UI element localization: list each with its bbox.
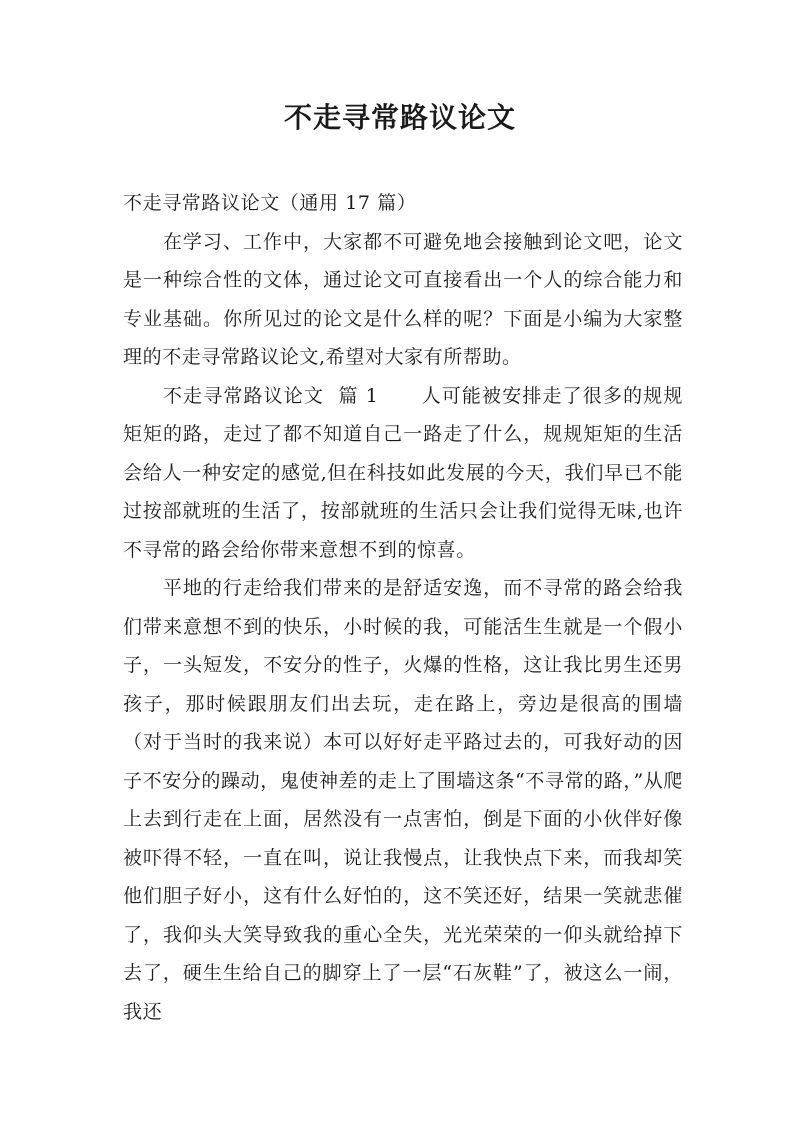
document-title: 不走寻常路议论文 — [283, 101, 516, 134]
paragraph-essay-1-opening: 不走寻常路议论文 篇 1 人可能被安排走了很多的规规矩矩的路，走过了都不知道自己一路走了什么，规规矩矩的生活会给人一种安定的感觉,但在科技如此发展的今天，我们早已不能过按部就班的生活了，按部就班的生活只会让我们觉得无味,也许不寻常的路会给你带来意想不到的惊喜。 — [123, 384, 683, 561]
paragraph-intro: 在学习、工作中，大家都不可避免地会接触到论文吧，论文是一种综合性的文体，通过论文可直接看出一个人的综合能力和专业基础。你所见过的论文是什么样的呢？下面是小编为大家整理的不走寻常路议论文,希望对大家有所帮助。 — [123, 230, 683, 368]
document-body — [123, 184, 683, 1031]
document-subtitle: 不走寻常路议论文（通用 17 篇） — [123, 192, 417, 214]
paragraph-essay-1-story: 平地的行走给我们带来的是舒适安逸，而不寻常的路会给我们带来意想不到的快乐，小时候的我，可能活生生就是一个假小子，一头短发，不安分的性子，火爆的性格，这让我比男生还男孩子，那时候跟朋友们出去玩，走在路上，旁边是很高的围墙（对于当时的我来说）本可以好好走平路过去的，可我好动的因子不安分的躁动，鬼使神差的走上了围墙这条“不寻常的路，”从爬上去到行走在上面，居然没有一点害怕，倒是下面的小伙伴好像被吓得不轻，一直在叫，说让我慢点，让我快点下来，而我却笑他们胆子好小，这有什么好怕的，这不笑还好，结果一笑就悲催了，我仰头大笑导致我的重心全失，光光荣荣的一仰头就给掉下去了，硬生生给自己的脚穿上了一层“石灰鞋”了，被这么一闹，我还 — [123, 577, 683, 1023]
